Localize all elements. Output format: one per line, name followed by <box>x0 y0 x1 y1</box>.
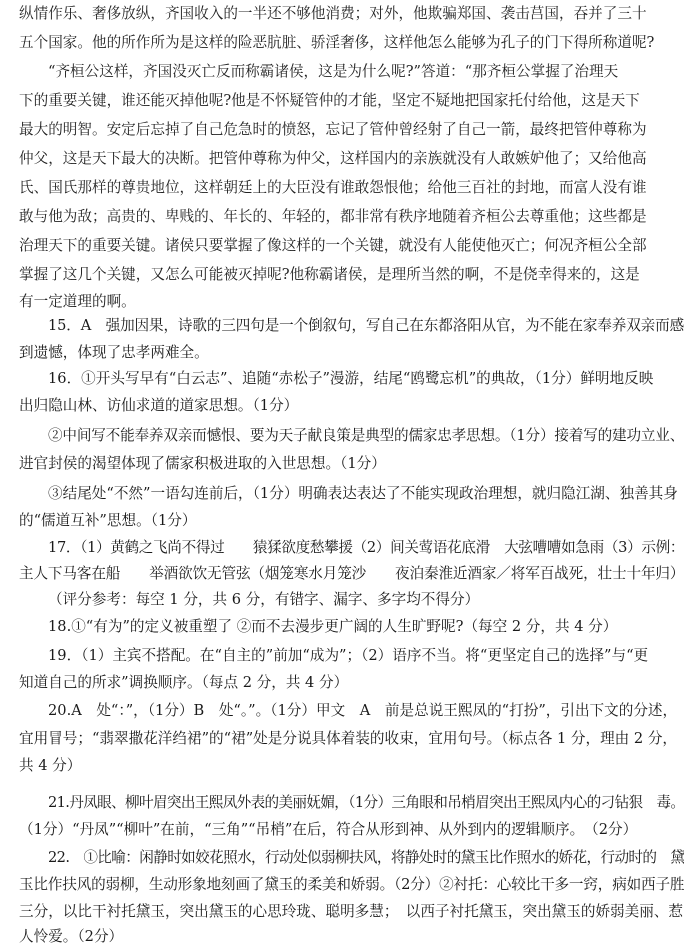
text-line: “齐桓公这样，齐国没灭亡反而称霸诸侯，这是为什么呢?”答道：“那齐桓公掌握了治理天 <box>48 63 619 80</box>
text-line: 下的重要关键，谁还能灭掉他呢?他是不怀疑管仲的才能，坚定不疑地把国家托付给他，这是天下 <box>19 92 640 109</box>
scoring-note: （评分参考：每空 1 分，共 6 分，有错字、漏字、多字均不得分） <box>48 591 480 608</box>
answer-20-line: 20.A 处“：”，（1分）B 处“。”。（1分）甲文 A 前是总说王熙凤的“打扮”，引出下文的分述， <box>48 702 678 719</box>
text-line: 有一定道理的啊。 <box>19 293 136 310</box>
answer-22-line: 22. ①比喻：闲静时如姣花照水，行动处似弱柳扶风，将静处时的黛玉比作照水的娇花，行动时的 黛 <box>48 849 684 866</box>
text-line: 仲父，这是天下最大的决断。把管仲尊称为仲父，这样国内的亲族就没有人敢嫉妒他了；又给他高 <box>19 150 647 167</box>
text-line: 进官封侯的渴望体现了儒家积极进取的入世思想。（1分） <box>19 455 386 472</box>
text-line: 出归隐山林、访仙求道的道家思想。（1分） <box>19 397 299 414</box>
text-line: 的“儒道互补”思想。（1分） <box>19 512 197 529</box>
text-line: 到遗憾，体现了忠孝两难全。 <box>19 344 209 361</box>
text-line: 氏、国氏那样的尊贵地位，这样朝廷上的大臣没有谁敢怨恨他；给他三百社的封地，而富人没有谁 <box>19 179 647 196</box>
answer-15-line: 15．A 强加因果，诗歌的三四句是一个倒叙句，写自己在东都洛阳从官，为不能在家奉养双亲而感 <box>48 317 684 334</box>
text-line: 治理天下的重要关键。诸侯只要掌握了像这样的一个关键，就没有人能使他灭亡；何况齐桓公全部 <box>19 237 647 254</box>
answer-18-line: 18.①“有为”的定义被重塑了 ②而不去漫步更广阔的人生旷野呢?（每空 2 分，共 4 分） <box>48 618 618 635</box>
text-line: 人怜爱。（2分） <box>19 928 124 945</box>
text-line: 敢与他为敌；高贵的、卑贱的、年长的、年轻的，都非常有秩序地随着齐桓公去尊重他；这些都是 <box>19 208 647 225</box>
text-line: 共 4 分） <box>19 757 82 774</box>
answer-19-line: 19．（1）主宾不搭配。在“自主的”前加“成为”；（2）语序不当。将“更坚定自己的选择”与“更 <box>48 647 649 664</box>
text-line: 最大的明智。安定后忘掉了自己危急时的愤怒，忘记了管仲曾经射了自己一箭，最终把管仲尊称为 <box>19 121 647 138</box>
text-line: ②中间写不能奉养双亲而憾恨、要为天子献良策是典型的儒家忠孝思想。（1分）接着写的建功立业、 <box>48 427 684 444</box>
text-line: 玉比作扶风的弱柳，生动形象地刻画了黛玉的柔美和娇弱。（2分）②衬托：心较比干多一窍，病如西子胜 <box>19 876 684 893</box>
text-line: 纵情作乐、奢侈放纵，齐国收入的一半还不够他消费；对外，他欺骗郑国、袭击莒国，吞并了三十 <box>19 5 647 22</box>
text-line: 主人下马客在船 举酒欲饮无管弦（烟笼寒水月笼沙 夜泊秦淮近酒家／将军百战死，壮士十年归） <box>19 565 684 582</box>
answer-17-line: 17．（1）黄鹤之飞尚不得过 猿猱欲度愁攀援（2）间关莺语花底滑 大弦嘈嘈如急雨（3）示例： <box>48 539 684 556</box>
text-line: 知道自己的所求”调换顺序。（每点 2 分，共 4 分） <box>19 674 349 691</box>
answer-21-line: 21.丹凤眼、柳叶眉突出王熙凤外表的美丽妩媚，（1分）三角眼和吊梢眉突出王熙凤内心的刁钻狠 毒。 <box>48 794 684 811</box>
text-line: ③结尾处“不然”一语勾连前后，（1分）明确表达表达了不能实现政治理想，就归隐江湖、独善其身 <box>48 485 678 502</box>
text-line: 五个国家。他的所作所为是这样的险恶肮脏、骄淫奢侈，这样他怎么能够为孔子的门下得所称道呢? <box>19 34 655 51</box>
answer-16-line: 16．①开头写早有“白云志”、追随“赤松子”漫游，结尾“鸥鹭忘机”的典故，（1分）鲜明地反映 <box>48 370 654 387</box>
text-line: （1分）“丹凤”“柳叶”在前，“三角”“吊梢”在后，符合从形到神、从外到内的逻辑顺序。 （2分） <box>19 821 638 838</box>
text-line: 掌握了这几个关键，又怎么可能被灭掉呢?他称霸诸侯，是理所当然的啊，不是侥幸得来的，这是 <box>19 266 640 283</box>
text-line: 宜用冒号；“翡翠撒花洋绉裙”的“裙”处是分说具体着装的收束，宜用句号。（标点各 1 分，理由 2 分， <box>19 730 678 747</box>
text-line: 三分，以比干衬托黛玉，突出黛玉的心思玲珑、聪明多慧； 以西子衬托黛玉，突出黛玉的娇弱美丽、惹 <box>19 903 684 920</box>
